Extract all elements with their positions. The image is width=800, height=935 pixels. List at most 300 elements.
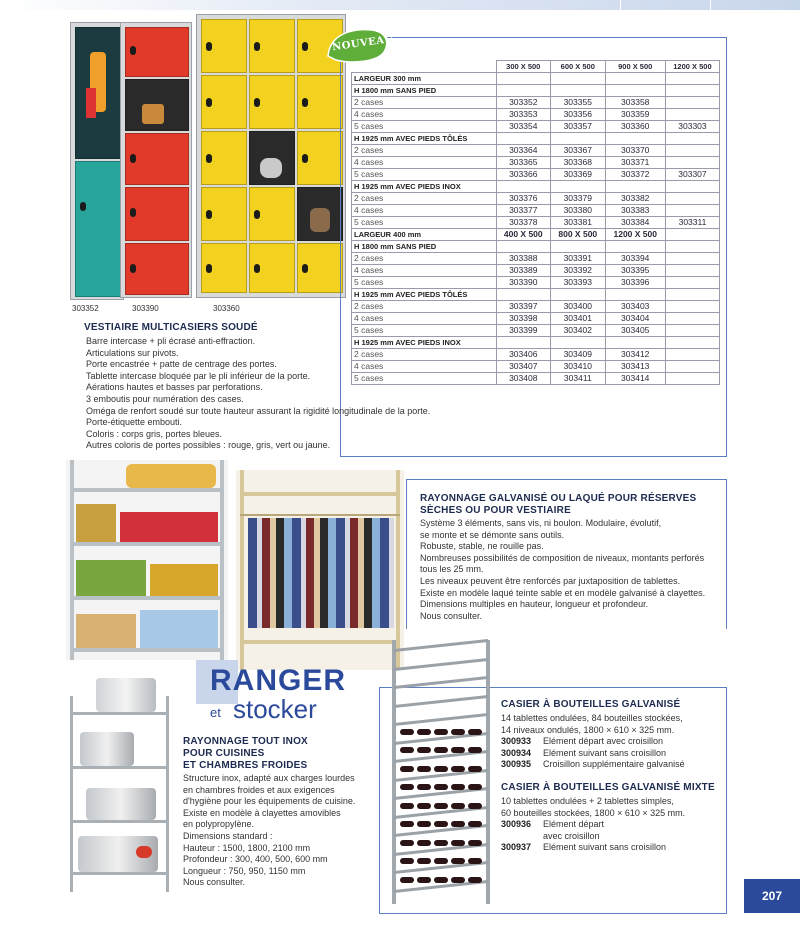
- table-cell: [665, 253, 719, 265]
- row-label: H 1800 mm SANS PIED: [352, 241, 497, 253]
- bottle: [451, 803, 465, 809]
- table-cell: 303395: [605, 265, 665, 277]
- table-section-row: [352, 241, 720, 253]
- table-row: [352, 313, 720, 325]
- table-cell: 303412: [605, 349, 665, 361]
- bottle: [468, 803, 482, 809]
- product-code-line: [501, 748, 721, 760]
- bottle: [451, 766, 465, 772]
- locker-teal: [70, 22, 124, 300]
- locker-caption: 303360: [213, 304, 240, 313]
- table-row: [352, 145, 720, 157]
- rack-level: [394, 695, 488, 708]
- casier-mixte-title: CASIER À BOUTEILLES GALVANISÉ MIXTE: [501, 782, 715, 793]
- rayonnage-line: Nous consulter.: [420, 610, 483, 621]
- table-row: [352, 157, 720, 169]
- table-cell: 303358: [605, 97, 665, 109]
- headline-ranger: RANGER: [210, 664, 347, 697]
- table-cell: 303410: [551, 361, 606, 373]
- table-cell: 303403: [605, 301, 665, 313]
- table-cell: 303382: [605, 193, 665, 205]
- bottle: [468, 877, 482, 883]
- product-code-line: [501, 759, 721, 771]
- table-cell: 303383: [605, 205, 665, 217]
- table-cell: 303303: [665, 121, 719, 133]
- table-cell: [665, 373, 719, 385]
- table-cell: 303371: [605, 157, 665, 169]
- vestiaire-title: VESTIAIRE MULTICASIERS SOUDÉ: [84, 322, 258, 333]
- table-cell: 303380: [551, 205, 606, 217]
- frame-line: [726, 479, 727, 629]
- table-cell: [665, 157, 719, 169]
- product-code-line: [501, 842, 721, 854]
- table-row: [352, 217, 720, 229]
- inox-title: POUR CUISINES: [183, 748, 265, 759]
- product-code-desc: Elément départ avec croisillon: [543, 736, 664, 746]
- table-cell: [551, 133, 606, 145]
- row-label: 4 cases: [352, 109, 497, 121]
- row-label: 5 cases: [352, 217, 497, 229]
- product-code: 300937: [501, 842, 532, 853]
- table-header-row: [352, 61, 720, 73]
- inox-line: Hauteur : 1500, 1800, 2100 mm: [183, 842, 311, 853]
- product-code-desc: Elément départ: [543, 819, 605, 829]
- table-cell: 303311: [665, 217, 719, 229]
- rayonnage-line: Dimensions multiples en hauteur, longueur et profondeur.: [420, 599, 649, 610]
- table-cell: [665, 277, 719, 289]
- frame-line: [406, 479, 407, 629]
- inox-title: RAYONNAGE TOUT INOX: [183, 736, 308, 747]
- table-cell: 303397: [496, 301, 551, 313]
- bottle: [451, 729, 465, 735]
- table-cell: 303360: [605, 121, 665, 133]
- row-label: 5 cases: [352, 121, 497, 133]
- table-cell: 303404: [605, 313, 665, 325]
- row-label: 2 cases: [352, 301, 497, 313]
- product-code-desc: Elément suivant sans croisillon: [543, 747, 667, 758]
- rayonnage-line: Nombreuses possibilités de composition de niveaux, montants perforés: [420, 552, 705, 563]
- table-cell: [665, 97, 719, 109]
- table-cell: 303413: [605, 361, 665, 373]
- table-cell: 303411: [551, 373, 606, 385]
- casier-line: 14 niveaux ondulés, 1800 × 610 × 325 mm.: [501, 725, 675, 735]
- product-code: 300935: [501, 759, 532, 770]
- bottle: [417, 729, 431, 735]
- table-cell: [496, 73, 551, 85]
- vestiaire-line: Oméga de renfort soudé sur toute hauteur assurant la rigidité longitudinale de la porte.: [86, 405, 431, 416]
- table-cell: [665, 361, 719, 373]
- locker-door: [125, 27, 189, 77]
- table-cell: 303370: [605, 145, 665, 157]
- table-section-row: [352, 289, 720, 301]
- bottle: [400, 747, 414, 753]
- row-label: 2 cases: [352, 97, 497, 109]
- frame-line: [726, 37, 727, 457]
- product-code: 300936: [501, 819, 532, 829]
- table-cell: [605, 241, 665, 253]
- bottle: [468, 858, 482, 864]
- table-cell: 303378: [496, 217, 551, 229]
- table-section-row: [352, 181, 720, 193]
- casier-mixte-codes: [501, 819, 721, 854]
- bottle: [400, 729, 414, 735]
- bottle: [451, 747, 465, 753]
- table-cell: [551, 181, 606, 193]
- bottle: [451, 821, 465, 827]
- row-label: 2 cases: [352, 193, 497, 205]
- bottle: [400, 821, 414, 827]
- vestiaire-line: Porte-étiquette embouti.: [86, 417, 183, 428]
- table-section-row: [352, 229, 720, 241]
- rack-level: [394, 658, 488, 671]
- table-cell: [665, 109, 719, 121]
- row-label: LARGEUR 300 mm: [352, 73, 497, 85]
- vestiaire-line: Autres coloris de portes possibles : rouge, gris, vert ou jaune.: [86, 440, 331, 451]
- table-cell: 303357: [551, 121, 606, 133]
- table-cell: 800 X 500: [551, 229, 606, 241]
- table-cell: 303368: [551, 157, 606, 169]
- row-label: H 1925 mm AVEC PIEDS TÔLÉS: [352, 133, 497, 145]
- table-cell: [605, 181, 665, 193]
- product-code-desc: Croisillon supplémentaire galvanisé: [543, 759, 685, 770]
- column-header: 1200 X 500: [665, 61, 719, 73]
- locker-door: [75, 161, 121, 297]
- bottle: [434, 729, 448, 735]
- nouveau-badge: [322, 26, 395, 64]
- table-row: [352, 109, 720, 121]
- inox-title: ET CHAMBRES FROIDES: [183, 760, 308, 771]
- bottle: [451, 784, 465, 790]
- table-cell: 303365: [496, 157, 551, 169]
- vestiaire-line: Aérations hautes et basses par perforations.: [86, 382, 263, 393]
- row-label: 5 cases: [352, 373, 497, 385]
- rayonnage-line: Les niveaux peuvent être renforcés par juxtaposition de tablettes.: [420, 575, 681, 586]
- table-cell: [665, 193, 719, 205]
- row-label: 2 cases: [352, 145, 497, 157]
- bottle: [417, 784, 431, 790]
- row-label: H 1800 mm SANS PIED: [352, 85, 497, 97]
- table-cell: [605, 133, 665, 145]
- bottle: [468, 766, 482, 772]
- table-cell: [496, 289, 551, 301]
- table-cell: [496, 241, 551, 253]
- frame-line: [406, 479, 726, 480]
- row-label: 5 cases: [352, 169, 497, 181]
- casier-line: 14 tablettes ondulées, 84 bouteilles stockées,: [501, 713, 683, 723]
- frame-line: [379, 913, 727, 914]
- rayonnage-title: SÈCHES OU POUR VESTIAIRE: [420, 505, 571, 516]
- table-cell: 1200 X 500: [605, 229, 665, 241]
- rayonnage-description: [420, 518, 720, 622]
- frame-line: [340, 456, 727, 457]
- locker-open-compartment: [75, 27, 121, 159]
- bottle: [417, 747, 431, 753]
- product-code: 300934: [501, 747, 532, 758]
- table-cell: 303402: [551, 325, 606, 337]
- table-row: [352, 97, 720, 109]
- table-section-row: [352, 85, 720, 97]
- table-cell: 303359: [605, 109, 665, 121]
- table-cell: [665, 301, 719, 313]
- table-cell: 303355: [551, 97, 606, 109]
- row-label: 4 cases: [352, 205, 497, 217]
- bottle: [451, 877, 465, 883]
- table-cell: 303394: [605, 253, 665, 265]
- inox-shelving-photo: [66, 676, 174, 896]
- bar-divider: [620, 0, 621, 10]
- table-cell: 303406: [496, 349, 551, 361]
- bottle: [417, 803, 431, 809]
- table-cell: [496, 133, 551, 145]
- table-cell: 303405: [605, 325, 665, 337]
- bottle: [434, 766, 448, 772]
- table-cell: [665, 73, 719, 85]
- table-row: [352, 169, 720, 181]
- bottle: [434, 747, 448, 753]
- bottle: [468, 729, 482, 735]
- table-cell: 303366: [496, 169, 551, 181]
- table-cell: 303414: [605, 373, 665, 385]
- table-cell: [605, 337, 665, 349]
- table-cell: [665, 205, 719, 217]
- column-header: 600 X 500: [551, 61, 606, 73]
- bottle: [468, 784, 482, 790]
- shelving-photo-grocery: [66, 460, 228, 660]
- table-section-row: [352, 73, 720, 85]
- table-cell: [665, 133, 719, 145]
- table-cell: 303369: [551, 169, 606, 181]
- table-cell: [665, 85, 719, 97]
- locker-caption: 303390: [132, 304, 159, 313]
- table-row: [352, 325, 720, 337]
- product-code-line: [501, 831, 721, 843]
- table-cell: 303400: [551, 301, 606, 313]
- table-section-row: [352, 133, 720, 145]
- bar-divider: [710, 0, 711, 10]
- table-row: [352, 265, 720, 277]
- rayonnage-line: Existe en modèle laqué teinte sable et en modèle galvanisé à clayettes.: [420, 587, 706, 598]
- row-label: 4 cases: [352, 361, 497, 373]
- table-cell: [665, 181, 719, 193]
- vestiaire-line: Articulations sur pivots.: [86, 347, 179, 358]
- table-cell: [665, 289, 719, 301]
- locker-red: [120, 22, 192, 298]
- table-cell: 303390: [496, 277, 551, 289]
- inox-line: Nous consulter.: [183, 877, 246, 888]
- table-cell: 303409: [551, 349, 606, 361]
- table-cell: 303352: [496, 97, 551, 109]
- frame-line: [379, 687, 380, 913]
- table-cell: [665, 337, 719, 349]
- table-cell: 303396: [605, 277, 665, 289]
- table-cell: 303356: [551, 109, 606, 121]
- locker-caption: 303352: [72, 304, 99, 313]
- table-cell: 303367: [551, 145, 606, 157]
- table-row: [352, 205, 720, 217]
- page-number: 207: [744, 879, 800, 913]
- product-code: 300933: [501, 736, 532, 746]
- bottle: [468, 747, 482, 753]
- bottle: [434, 877, 448, 883]
- rack-level: [394, 713, 488, 726]
- vestiaire-line: Barre intercase + pli écrasé anti-effraction.: [86, 336, 256, 346]
- locker-door: [125, 133, 189, 185]
- table-cell: [605, 289, 665, 301]
- bottle: [451, 858, 465, 864]
- bottle: [400, 840, 414, 846]
- vestiaire-line: Coloris : corps gris, portes bleues.: [86, 428, 223, 439]
- table-row: [352, 253, 720, 265]
- table-cell: 303389: [496, 265, 551, 277]
- table-row: [352, 121, 720, 133]
- row-label: LARGEUR 400 mm: [352, 229, 497, 241]
- table-cell: 303393: [551, 277, 606, 289]
- table-cell: [496, 85, 551, 97]
- inox-line: Existe en modèle à clayettes amovibles: [183, 807, 341, 818]
- inox-line: Longueur : 750, 950, 1150 mm: [183, 865, 306, 876]
- headline-stocker: stocker: [233, 694, 317, 724]
- inox-line: en chambres froides et aux exigences: [183, 784, 335, 795]
- bottle: [434, 821, 448, 827]
- bottle: [417, 877, 431, 883]
- bottle-rack-photo: [390, 634, 494, 906]
- table-cell: 303399: [496, 325, 551, 337]
- bottle: [400, 784, 414, 790]
- table-cell: [665, 265, 719, 277]
- table-corner: [352, 61, 497, 73]
- table-cell: [551, 289, 606, 301]
- bottle: [468, 821, 482, 827]
- inox-line: d'hygiène pour les équipements de cuisine.: [183, 796, 356, 807]
- rayonnage-title: RAYONNAGE GALVANISÉ OU LAQUÉ POUR RÉSERVES: [420, 493, 697, 504]
- table-cell: 303408: [496, 373, 551, 385]
- inox-line: Structure inox, adapté aux charges lourdes: [183, 773, 355, 783]
- shelving-photo-wardrobe: [236, 470, 404, 670]
- column-header: 300 X 500: [496, 61, 551, 73]
- bottle: [434, 840, 448, 846]
- table-cell: [665, 241, 719, 253]
- table-row: [352, 301, 720, 313]
- inox-line: Profondeur : 300, 400, 500, 600 mm: [183, 854, 328, 865]
- table-cell: 303398: [496, 313, 551, 325]
- table-cell: 303384: [605, 217, 665, 229]
- row-label: 2 cases: [352, 253, 497, 265]
- vestiaire-line: Tablette intercase bloquée par le pli inférieur de la porte.: [86, 370, 311, 381]
- casier-mixte-line: 10 tablettes ondulées + 2 tablettes simples,: [501, 796, 674, 806]
- bottle: [400, 877, 414, 883]
- bottle: [400, 766, 414, 772]
- row-label: H 1925 mm AVEC PIEDS TÔLÉS: [352, 289, 497, 301]
- rack-level: [394, 676, 488, 689]
- bottle: [468, 840, 482, 846]
- product-code-line: [501, 736, 721, 748]
- table-cell: 400 X 500: [496, 229, 551, 241]
- table-cell: [665, 145, 719, 157]
- bottle: [417, 766, 431, 772]
- table-cell: [551, 241, 606, 253]
- table-cell: [496, 181, 551, 193]
- frame-line: [726, 687, 727, 913]
- bottle: [434, 784, 448, 790]
- rayonnage-line: se monte et se démonte sans outils.: [420, 529, 565, 540]
- locker-open-compartment: [125, 79, 189, 131]
- row-label: 4 cases: [352, 157, 497, 169]
- table-cell: [665, 325, 719, 337]
- table-cell: 303376: [496, 193, 551, 205]
- table-cell: 303381: [551, 217, 606, 229]
- bottle: [417, 821, 431, 827]
- row-label: 5 cases: [352, 325, 497, 337]
- bottle: [434, 803, 448, 809]
- vestiaire-description: [86, 336, 566, 452]
- product-code-line: [501, 819, 721, 831]
- table-cell: 303391: [551, 253, 606, 265]
- inox-description: [183, 773, 373, 889]
- casier-mixte-line: 60 bouteilles stockées, 1800 × 610 × 325 mm.: [501, 808, 686, 818]
- headline-et: et: [210, 705, 221, 720]
- inox-line: Dimensions standard :: [183, 830, 273, 841]
- bottle: [400, 858, 414, 864]
- table-cell: 303372: [605, 169, 665, 181]
- casier-codes: [501, 736, 721, 771]
- rack-level: [394, 639, 488, 652]
- table-cell: 303377: [496, 205, 551, 217]
- table-cell: [665, 349, 719, 361]
- table-cell: [665, 313, 719, 325]
- locker-photos: [58, 14, 348, 300]
- table-cell: [605, 73, 665, 85]
- locker-door: [125, 243, 189, 295]
- table-cell: [551, 73, 606, 85]
- table-cell: 303401: [551, 313, 606, 325]
- row-label: 4 cases: [352, 265, 497, 277]
- table-cell: 303307: [665, 169, 719, 181]
- row-label: 2 cases: [352, 349, 497, 361]
- bottle: [451, 840, 465, 846]
- table-cell: [551, 85, 606, 97]
- inox-line: en polypropylène.: [183, 819, 255, 830]
- rayonnage-line: Système 3 éléments, sans vis, ni boulon. Modulaire, évolutif,: [420, 518, 662, 528]
- table-row: [352, 277, 720, 289]
- product-code-desc: avec croisillon: [543, 830, 600, 841]
- row-label: H 1925 mm AVEC PIEDS INOX: [352, 181, 497, 193]
- table-cell: 303353: [496, 109, 551, 121]
- bottle: [417, 858, 431, 864]
- lock-icon: [80, 202, 86, 211]
- table-row: [352, 193, 720, 205]
- vestiaire-line: Porte encastrée + patte de centrage des portes.: [86, 359, 277, 370]
- table-cell: 303392: [551, 265, 606, 277]
- rayonnage-line: tous les 25 mm.: [420, 564, 484, 575]
- table-cell: [605, 85, 665, 97]
- rayonnage-line: Robuste, stable, ne rouille pas.: [420, 541, 544, 552]
- row-label: 5 cases: [352, 277, 497, 289]
- bottle: [434, 858, 448, 864]
- frame-line: [340, 37, 726, 38]
- product-code-desc: Elément suivant sans croisillon: [543, 842, 667, 853]
- top-decorative-bar: [0, 0, 800, 10]
- table-cell: 303379: [551, 193, 606, 205]
- table-cell: [665, 229, 719, 241]
- badge-text: NOUVEAU: [331, 33, 395, 54]
- table-cell: 303388: [496, 253, 551, 265]
- table-cell: 303407: [496, 361, 551, 373]
- vestiaire-line: 3 emboutis pour numération des cases.: [86, 393, 244, 404]
- table-cell: 303364: [496, 145, 551, 157]
- locker-door: [125, 187, 189, 241]
- column-header: 900 X 500: [605, 61, 665, 73]
- casier-title: CASIER À BOUTEILLES GALVANISÉ: [501, 699, 681, 710]
